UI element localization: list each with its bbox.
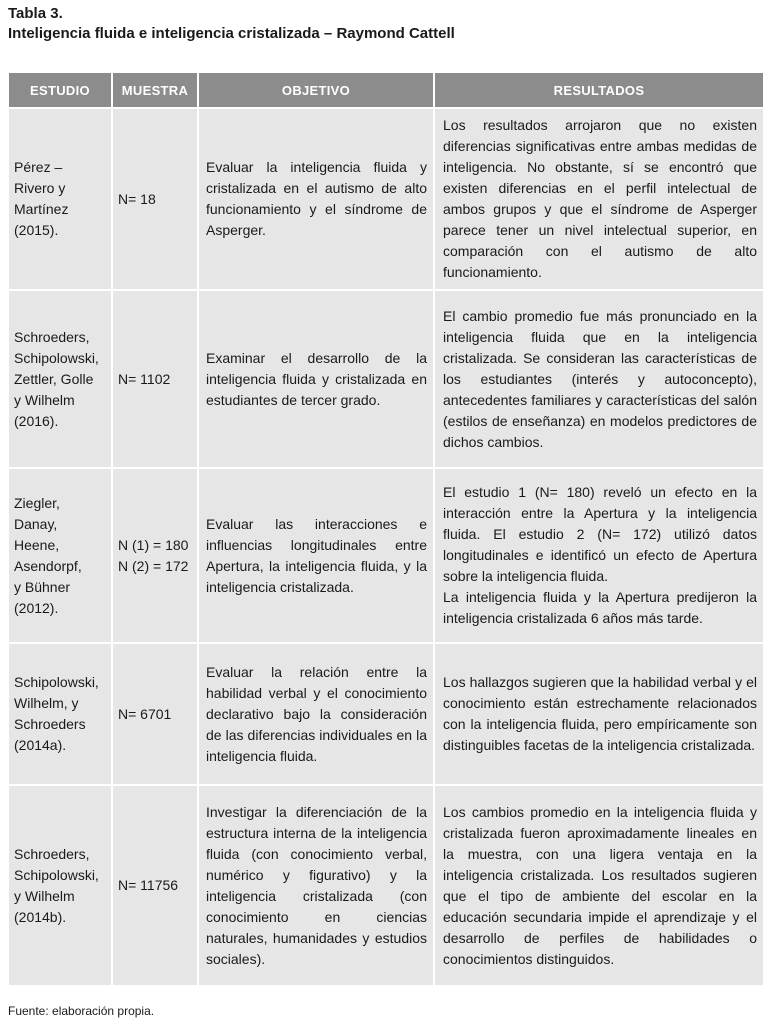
header-row	[9, 73, 763, 107]
cell-muestra: N= 11756	[113, 786, 197, 985]
table-row	[9, 291, 763, 467]
table-caption	[8, 4, 455, 44]
source-note: Fuente: elaboración propia.	[8, 1004, 155, 1018]
cell-estudio: Pérez – Rivero y Martínez (2015).	[9, 109, 111, 289]
cell-muestra: N (1) = 180 N (2) = 172	[113, 469, 197, 642]
cell-muestra: N= 6701	[113, 644, 197, 784]
cell-objetivo: Investigar la diferenciación de la estructura interna de la inteligencia fluida (con conocimiento verbal, numérico y figurativo) y la inteligencia cristalizada (con conocimiento en ciencias naturales, humanidades y estudios sociales).	[199, 786, 433, 985]
cell-estudio: Schroeders, Schipolowski, Zettler, Golle y Wilhelm (2016).	[9, 291, 111, 467]
header-estudio: ESTUDIO	[9, 73, 111, 107]
table-number: Tabla 3.	[8, 5, 63, 22]
table-row	[9, 786, 763, 985]
cell-estudio: Ziegler, Danay, Heene, Asendorpf, y Bühner (2012).	[9, 469, 111, 642]
cell-estudio: Schroeders, Schipolowski, y Wilhelm (2014b).	[9, 786, 111, 985]
cell-objetivo: Evaluar la relación entre la habilidad verbal y el conocimiento declarativo bajo la consideración de las diferencias individuales en la inteligencia fluida.	[199, 644, 433, 784]
header-muestra: MUESTRA	[113, 73, 197, 107]
table-row	[9, 109, 763, 289]
cell-resultados: Los resultados arrojaron que no existen diferencias significativas entre ambas medidas de inteligencia. No obstante, sí se encontró que existen diferencias en el perfil intelectual de ambos grupos y que el síndrome de Asperger parece tener un nivel intelectual superior, en comparación con el autismo de alto funcionamiento.	[435, 109, 763, 289]
cell-objetivo: Evaluar las interacciones e influencias longitudinales entre Apertura, la inteligencia fluida, y la inteligencia cristalizada.	[199, 469, 433, 642]
header-resultados: RESULTADOS	[435, 73, 763, 107]
table-title: Inteligencia fluida e inteligencia cristalizada – Raymond Cattell	[8, 25, 455, 42]
studies-table	[7, 71, 765, 987]
cell-resultados: El estudio 1 (N= 180) reveló un efecto en la interacción entre la Apertura y la inteligencia fluida. El estudio 2 (N= 172) utilizó datos longitudinales e identificó un efecto de Apertura sobre la inteligencia fluida. La inteligencia fluida y la Apertura predijeron la inteligencia cristalizada 6 años más tarde.	[435, 469, 763, 642]
cell-objetivo: Evaluar la inteligencia fluida y cristalizada en el autismo de alto funcionamiento y el síndrome de Asperger.	[199, 109, 433, 289]
header-objetivo: OBJETIVO	[199, 73, 433, 107]
cell-muestra: N= 18	[113, 109, 197, 289]
table-row	[9, 644, 763, 784]
cell-resultados: Los cambios promedio en la inteligencia fluida y cristalizada fueron aproximadamente lineales en la muestra, con una ligera ventaja en la inteligencia cristalizada. Los resultados sugieren que el tipo de ambiente del escolar en la educación secundaria impide el aprendizaje y el desarrollo de perfiles de habilidades o conocimientos distinguidos.	[435, 786, 763, 985]
table-row	[9, 469, 763, 642]
cell-estudio: Schipolowski, Wilhelm, y Schroeders (2014a).	[9, 644, 111, 784]
cell-muestra: N= 1102	[113, 291, 197, 467]
cell-resultados: El cambio promedio fue más pronunciado en la inteligencia fluida que en la inteligencia cristalizada. Se consideran las características de los estudiantes (interés y autoconcepto), antecedentes familiares y características del salón (estilos de enseñanza) en modelos predictores de dichos cambios.	[435, 291, 763, 467]
cell-objetivo: Examinar el desarrollo de la inteligencia fluida y cristalizada en estudiantes de tercer grado.	[199, 291, 433, 467]
cell-resultados: Los hallazgos sugieren que la habilidad verbal y el conocimiento están estrechamente relacionados con la inteligencia fluida, pero empíricamente son distinguibles facetas de la inteligencia cristalizada.	[435, 644, 763, 784]
